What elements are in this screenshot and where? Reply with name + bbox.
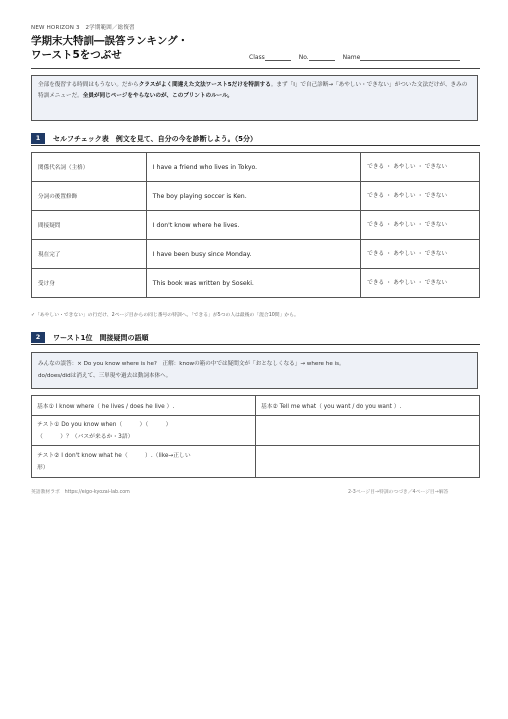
basic-2-cell[interactable]: 基本② Tell me what（ you want / do you want ）. [256,396,480,416]
check-cell[interactable]: できる ・ あやしい ・ できない [361,269,480,298]
test-1-cell[interactable] [32,416,256,446]
number-field[interactable] [309,53,335,61]
name-label: Name [342,54,361,61]
test-1-line-2: （ ）？（バスが来るか・3語） [37,433,134,440]
test-2-answer-cell[interactable] [256,446,480,478]
table-row [32,153,480,182]
footer-pages: 2-3ページ目→特訓のつづき／4ページ目→解答 [348,490,449,495]
intro-bold-1: クラスがよく間違えた文法ワースト5だけを特訓する [138,82,271,88]
section-2-title: ワースト1位 間接疑問の語順 [53,334,149,342]
test-2-line-1: テスト② I don't know what he（ ）.（like→正しい [37,452,191,459]
table-row [32,446,480,478]
name-field[interactable] [360,53,460,61]
intro-bold-2: 全員が同じページをやらないのが、このプリントのルール。 [82,93,233,99]
footer-source: 英語教材ラボ https://eigo-kyozai-lab.com [31,490,130,495]
section-1-title: セルフチェック表 例文を見て、自分の今を診断しよう。（5分） [53,135,258,143]
intro-box [31,75,478,121]
grammar-cell: 関係代名詞（主格） [32,153,147,182]
intro-text-a: 全部を復習する時間はもうない。だから [38,82,139,88]
table-row [32,182,480,211]
table-row [32,240,480,269]
section-1-number: 1 [31,133,45,144]
example-cell: This book was written by Soseki. [146,269,361,298]
explanation-line-2: do/does/didは消えて、三単現や過去は動詞本体へ。 [38,373,172,379]
table-row [32,211,480,240]
basic-1-cell[interactable]: 基本① I know where（ he lives / does he live ）. [32,396,256,416]
intro-text-b: 。まず「Ⅰ」で自己診断→「あやしい・できない」がついた文法だけが、きみの特訓メニューだ。 [38,82,468,99]
class-label: Class [249,54,265,61]
table-row [32,269,480,298]
check-cell[interactable]: できる ・ あやしい ・ できない [361,211,480,240]
grammar-cell: 受け身 [32,269,147,298]
test-1-answer-cell[interactable] [256,416,480,446]
check-note: ✓「あやしい・できない」の行だけ、2ページ目からの同じ番号の特訓へ。「できる」が5つの人は最後の「混合10問」から。 [31,313,299,318]
example-cell: I don't know where he lives. [146,211,361,240]
example-cell: I have a friend who lives in Tokyo. [146,153,361,182]
test-2-line-2: 形） [37,464,49,471]
explanation-line-1: みんなの誤答：× Do you know where is he? 正解：knowの箱の中では疑問文が「おとなしくなる」→ where he is。 [38,361,345,367]
series-label: NEW HORIZON 3 2学期範囲／総復習 [31,25,135,31]
explanation-box [31,352,478,389]
check-cell[interactable]: できる ・ あやしい ・ できない [361,182,480,211]
section-1-header [31,133,480,146]
example-cell: The boy playing soccer is Ken. [146,182,361,211]
header-divider [31,68,480,69]
grammar-cell: 現在完了 [32,240,147,269]
grammar-cell: 間接疑問 [32,211,147,240]
check-cell[interactable]: できる ・ あやしい ・ できない [361,240,480,269]
class-field[interactable] [265,53,291,61]
number-label: No. [298,54,309,61]
page-title [31,34,188,62]
title-line-2: ワースト5をつぶせ [31,49,122,61]
section-2-header [31,332,480,345]
title-line-1: 学期末大特訓―誤答ランキング・ [31,35,189,47]
practice-table [31,395,480,478]
check-cell[interactable]: できる ・ あやしい ・ できない [361,153,480,182]
test-2-cell[interactable] [32,446,256,478]
test-1-line-1: テスト① Do you know when（ ）（ ） [37,421,172,428]
class-info-line [249,53,460,61]
grammar-cell: 分詞の後置修飾 [32,182,147,211]
example-cell: I have been busy since Monday. [146,240,361,269]
table-row [32,396,480,416]
self-check-table [31,152,480,298]
section-2-number: 2 [31,332,45,343]
table-row [32,416,480,446]
